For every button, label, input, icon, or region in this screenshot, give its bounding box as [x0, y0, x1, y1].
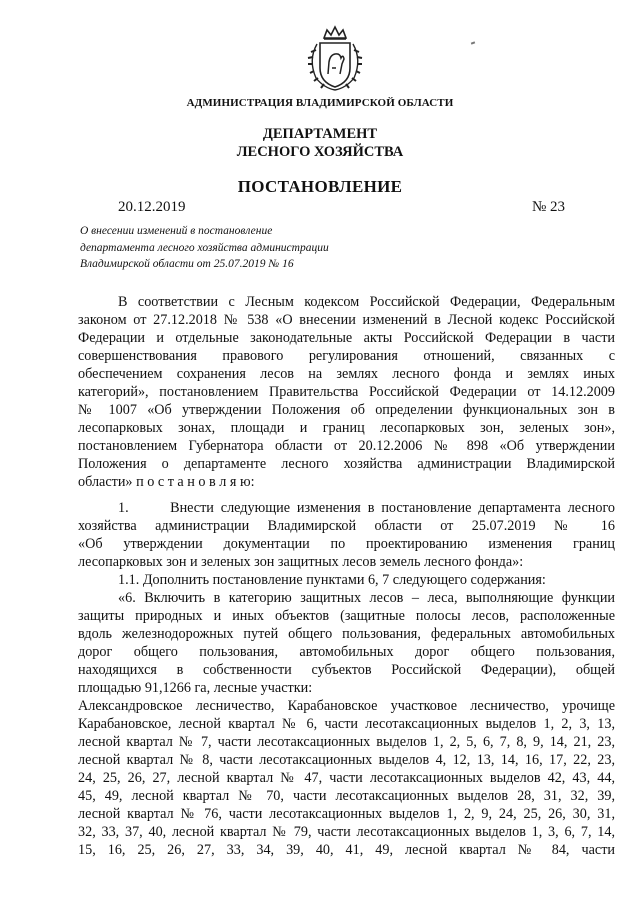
item6-line: «6. Включить в категорию защитных лесов – леса, выполняющие функции: [118, 590, 615, 606]
document-number: № 23: [532, 199, 566, 215]
document-type: ПОСТАНОВЛЕНИЕ: [237, 177, 403, 196]
subject-line: департамента лесного хозяйства администрации: [80, 241, 329, 254]
document-date: 20.12.2019: [118, 199, 186, 215]
department-title-line1: ДЕПАРТАМЕНТ: [262, 126, 378, 142]
coat-of-arms-emblem: [302, 24, 368, 94]
preamble-line: обеспечением сохранения лесов на землях лесного фонда и землях иных: [78, 366, 615, 382]
document-body: [78, 293, 615, 859]
preamble-line: постановлением Губернатора области от 20.12.2006 № 898 «Об утверждении: [78, 438, 615, 454]
preamble-line: области» п о с т а н о в л я ю:: [78, 474, 255, 490]
preamble-line: категорий», постановлением Правительства Российской Федерации от 14.12.2009: [78, 384, 615, 400]
preamble-line: лесопарковых зонах, площади и границ лесопарковых зон, зеленых зон»,: [78, 420, 615, 436]
preamble-line: Федерации и отдельные законодательные акты Российской Федерации в части: [78, 330, 615, 346]
item1-line: лесопарковых зон и зеленых зон защитных лесов земель лесного фонда»:: [78, 554, 524, 570]
item6-line: площадью 91,1266 га, лесные участки:: [78, 680, 313, 696]
item1-1-line: 1.1. Дополнить постановление пунктами 6, 7 следующего содержания:: [118, 572, 546, 588]
item1-line: хозяйства администрации Владимирской области от 25.07.2019 № 16: [78, 518, 615, 534]
organization-name: АДМИНИСТРАЦИЯ ВЛАДИМИРСКОЙ ОБЛАСТИ: [186, 97, 454, 109]
item6-line: вдоль железнодорожных путей общего пользования, федеральных автомобильных: [78, 626, 615, 642]
scan-mark: [471, 41, 475, 44]
department-title-line2: ЛЕСНОГО ХОЗЯЙСТВА: [236, 144, 404, 160]
location-line: лесной квартал № 7, части лесотаксационных выделов 1, 2, 5, 6, 7, 8, 9, 14, 21, 23,: [78, 734, 615, 750]
subject-line: Владимирской области от 25.07.2019 № 16: [80, 258, 294, 270]
location-line: 45, 49, лесной квартал № 70, части лесотаксационных выделов 28, 31, 32, 39,: [78, 788, 615, 804]
preamble-line: совершенствования правового регулирования отношений, связанных с: [78, 348, 615, 364]
document-subject: [80, 223, 329, 273]
preamble-line: № 1007 «Об утверждении Положения об определении функциональных зон в: [78, 402, 615, 418]
location-line: 32, 33, 37, 40, лесной квартал № 79, части лесотаксационных выделов 1, 3, 6, 7, 14,: [78, 824, 615, 840]
item6-line: дорог общего пользования, автомобильных дорог общего пользования,: [78, 644, 615, 660]
location-line: лесной квартал № 8, части лесотаксационных выделов 4, 12, 13, 14, 16, 17, 22, 23,: [78, 752, 615, 768]
preamble-line: В соответствии с Лесным кодексом Российской Федерации, Федеральным: [118, 294, 615, 310]
subject-line: О внесении изменений в постановление: [80, 225, 273, 237]
item6-line: находящихся в собственности субъектов Российской Федерации), общей: [78, 662, 615, 678]
preamble-line: Положения о департаменте лесного хозяйства администрации Владимирской: [78, 456, 615, 472]
location-line: Александровское лесничество, Карабановское участковое лесничество, урочище: [78, 698, 615, 714]
location-line: 15, 16, 25, 26, 27, 33, 34, 39, 40, 41, 49, лесной квартал № 84, части: [78, 842, 615, 858]
item1-line: «Об утверждении документации по проектированию изменения границ: [78, 536, 615, 552]
location-line: 24, 25, 26, 27, лесной квартал № 47, части лесотаксационных выделов 42, 43, 44,: [78, 770, 615, 786]
item1-line: 1. Внести следующие изменения в постановление департамента лесного: [118, 500, 615, 516]
location-line: лесной квартал № 76, части лесотаксационных выделов 1, 2, 9, 24, 25, 26, 30, 31,: [78, 806, 615, 822]
item6-line: защиты природных и иных объектов (защитные полосы лесов, расположенные: [78, 608, 615, 624]
preamble-line: законом от 27.12.2018 № 538 «О внесении изменений в Лесной кодекс Российской: [78, 312, 615, 328]
location-line: Карабановское, лесной квартал № 6, части лесотаксационных выделов 1, 2, 3, 13,: [78, 716, 615, 732]
